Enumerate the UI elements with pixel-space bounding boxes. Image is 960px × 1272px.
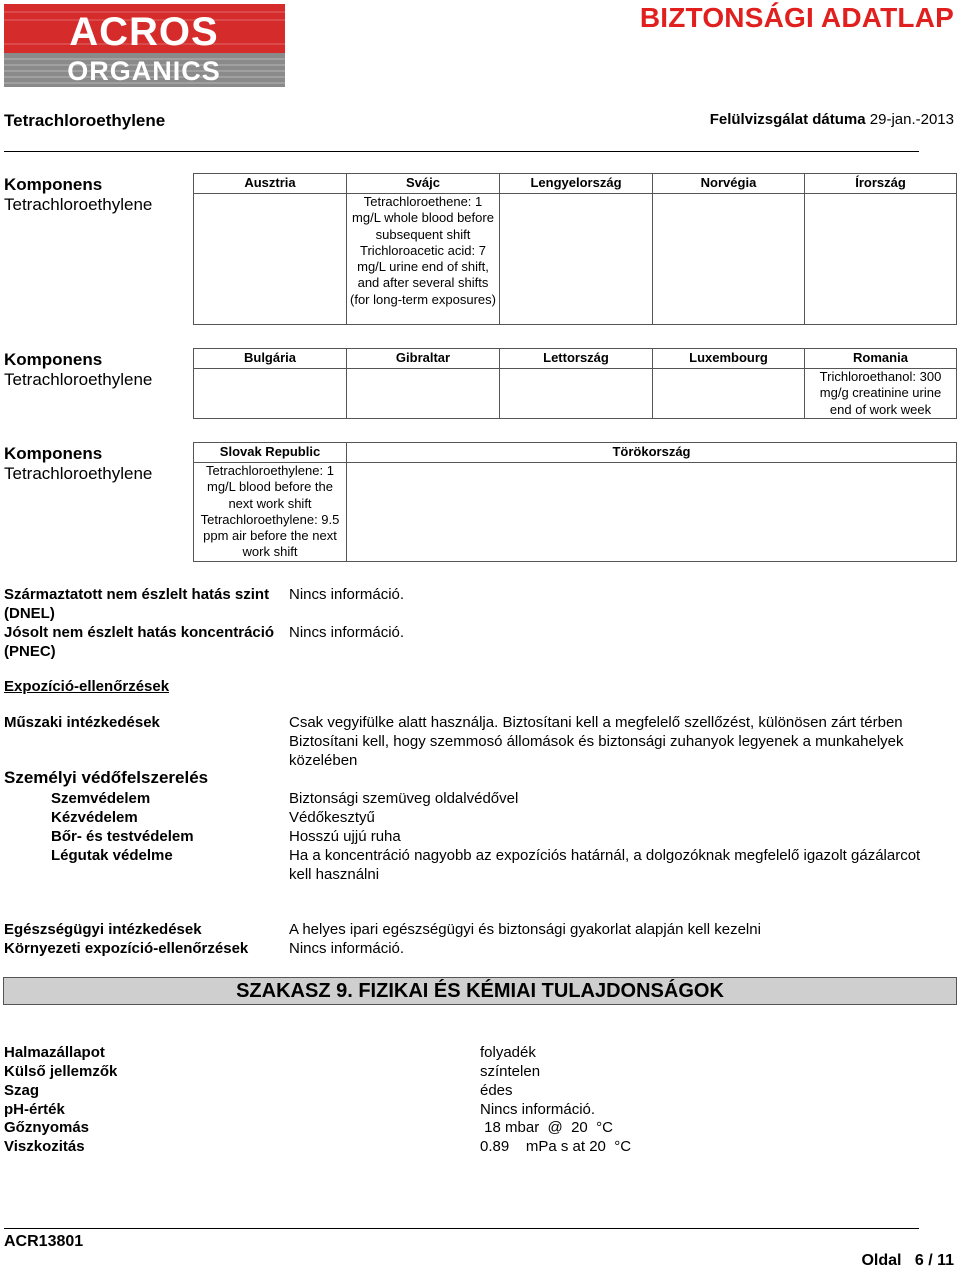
- header-divider: [4, 151, 919, 152]
- revision-value: 29-jan.-2013: [869, 111, 954, 128]
- pnec-label: [4, 623, 274, 661]
- logo-text-acros: ACROS: [69, 10, 219, 54]
- component-name: Tetrachloroethylene: [4, 464, 153, 483]
- dnel-value: Nincs információ.: [289, 586, 405, 603]
- column-header: Ausztria: [194, 174, 347, 194]
- respiratory-protection-label: Légutak védelme: [51, 847, 173, 864]
- text-line: Biztosítani kell, hogy szemmosó állomások és biztonsági zuhanyok legyenek a munkahelyek: [289, 733, 904, 750]
- column-header: Törökország: [347, 443, 957, 463]
- hand-protection-value: Védőkesztyű: [289, 809, 375, 826]
- eye-protection-label: Szemvédelem: [51, 790, 151, 807]
- column-header: Svájc: [347, 174, 500, 194]
- table-cell: Trichloroethanol: 300 mg/g creatinine urine end of work week: [805, 369, 957, 419]
- property-label: Viszkozitás: [4, 1138, 85, 1155]
- page-number: [861, 1252, 954, 1270]
- table-cell: [653, 194, 805, 325]
- text-line: Ha a koncentráció nagyobb az expozíciós határnál, a dolgozóknak megfelelő igazolt gázálarcot: [289, 847, 921, 864]
- component-heading: Komponens: [4, 350, 103, 369]
- table-cell: [347, 463, 957, 562]
- text-line: kell használni: [289, 866, 380, 883]
- component-heading: Komponens: [4, 175, 103, 194]
- component-heading: Komponens: [4, 444, 103, 463]
- property-label: Gőznyomás: [4, 1119, 90, 1136]
- logo-text-organics: ORGANICS: [67, 56, 221, 86]
- property-value: 18 mbar @ 20 °C: [480, 1119, 613, 1136]
- engineering-measures-label: Műszaki intézkedések: [4, 714, 160, 731]
- table-cell: [347, 369, 500, 419]
- environmental-controls-label: Környezeti expozíció-ellenőrzések: [4, 940, 249, 957]
- property-label: Külső jellemzők: [4, 1063, 118, 1080]
- property-value: Nincs információ.: [480, 1101, 596, 1118]
- table-cell: [805, 194, 957, 325]
- hygiene-measures-label: Egészségügyi intézkedések: [4, 921, 202, 938]
- table-cell: [500, 194, 653, 325]
- column-header: Lengyelország: [500, 174, 653, 194]
- column-header: Bulgária: [194, 349, 347, 369]
- pnec-value: Nincs információ.: [289, 624, 405, 641]
- pnec-label-line: (PNEC): [4, 643, 56, 660]
- text-line: Csak vegyifülke alatt használja. Biztosítani kell a megfelelő szellőzést, különösen zárt térben: [289, 714, 903, 731]
- document-title: BIZTONSÁGI ADATLAP: [639, 2, 954, 33]
- table-cell: [194, 194, 347, 325]
- page-value: 6 / 11: [914, 1252, 954, 1269]
- pnec-label-line: Jósolt nem észlelt hatás koncentráció: [4, 624, 275, 641]
- column-header: Norvégia: [653, 174, 805, 194]
- respiratory-protection-value: [289, 846, 920, 884]
- dnel-label-line: Származtatott nem észlelt hatás szint: [4, 586, 270, 603]
- revision-date: [710, 111, 954, 128]
- hand-protection-label: Kézvédelem: [51, 809, 138, 826]
- table-cell: [194, 369, 347, 419]
- column-header: Lettország: [500, 349, 653, 369]
- component-block-1: [4, 175, 152, 215]
- column-header: Írország: [805, 174, 957, 194]
- exposure-limits-table-3: [193, 442, 957, 562]
- property-label: Halmazállapot: [4, 1044, 105, 1061]
- table-cell: [500, 369, 653, 419]
- eye-protection-value: Biztonsági szemüveg oldalvédővel: [289, 790, 519, 807]
- component-name: Tetrachloroethylene: [4, 195, 153, 214]
- property-value: édes: [480, 1082, 513, 1099]
- revision-label: Felülvizsgálat dátuma: [709, 111, 866, 128]
- column-header: Romania: [805, 349, 957, 369]
- environmental-controls-value: Nincs információ.: [289, 940, 405, 957]
- skin-protection-label: Bőr- és testvédelem: [51, 828, 194, 845]
- table-cell: Tetrachloroethylene: 1 mg/L blood before the next work shift Tetrachloroethylene: 9.5 ppm air before the next work shift: [194, 463, 347, 562]
- skin-protection-value: Hosszú ujjú ruha: [289, 828, 401, 845]
- page-label: Oldal: [861, 1252, 902, 1269]
- acros-organics-logo: [4, 4, 285, 87]
- column-header: Slovak Republic: [194, 443, 347, 463]
- property-value: 0.89 mPa s at 20 °C: [480, 1138, 632, 1155]
- property-value: folyadék: [480, 1044, 536, 1061]
- property-label: Szag: [4, 1082, 40, 1099]
- column-header: Luxembourg: [653, 349, 805, 369]
- dnel-label: [4, 585, 269, 623]
- component-block-2: [4, 350, 152, 390]
- dnel-label-line: (DNEL): [4, 605, 55, 622]
- footer-divider: [4, 1228, 919, 1229]
- document-code: ACR13801: [4, 1233, 84, 1250]
- component-block-3: [4, 444, 152, 484]
- table-cell: Tetrachloroethene: 1 mg/L whole blood before subsequent shift Trichloroacetic acid: 7 mg/L urine end of shift, and after several shifts (for long-term exposures): [347, 194, 500, 325]
- table-cell: [653, 369, 805, 419]
- product-name: Tetrachloroethylene: [4, 111, 166, 130]
- text-line: közelében: [289, 752, 358, 769]
- property-label: pH-érték: [4, 1101, 65, 1118]
- column-header: Gibraltar: [347, 349, 500, 369]
- section-9-title: SZAKASZ 9. FIZIKAI ÉS KÉMIAI TULAJDONSÁGOK: [3, 977, 957, 1005]
- ppe-heading: Személyi védőfelszerelés: [4, 768, 209, 787]
- exposure-limits-table-2: [193, 348, 957, 419]
- engineering-measures-value: [289, 713, 904, 770]
- hygiene-measures-value: A helyes ipari egészségügyi és biztonsági gyakorlat alapján kell kezelni: [289, 921, 761, 938]
- exposure-limits-table-1: [193, 173, 957, 325]
- property-value: színtelen: [480, 1063, 541, 1080]
- component-name: Tetrachloroethylene: [4, 370, 153, 389]
- exposure-controls-heading: Expozíció-ellenőrzések: [4, 678, 170, 695]
